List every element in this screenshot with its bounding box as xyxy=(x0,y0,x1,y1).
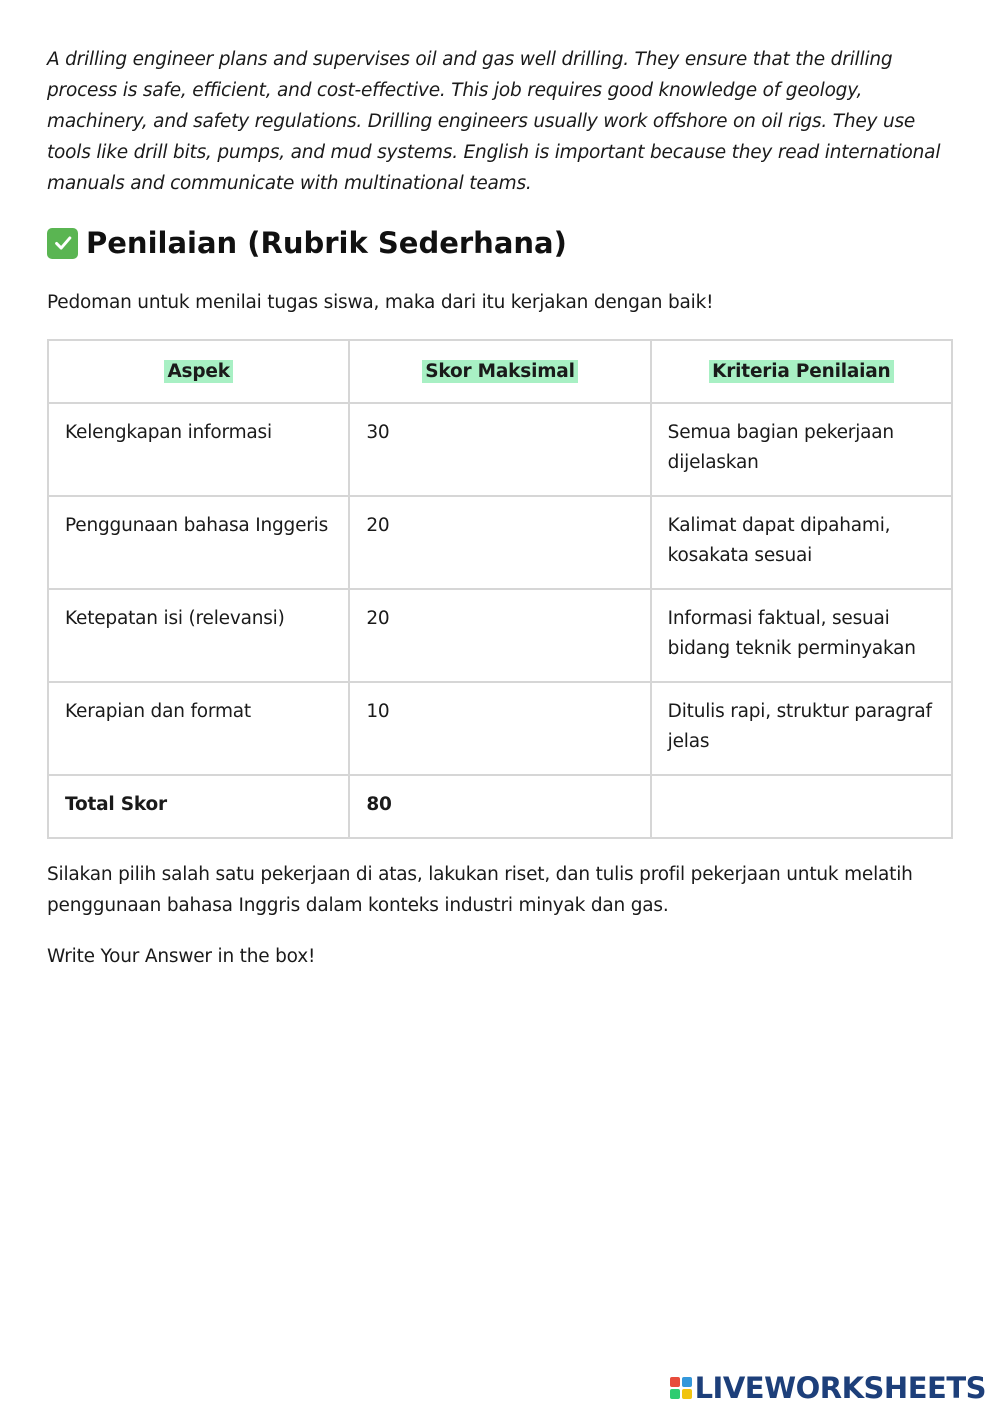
section-lead: Pedoman untuk menilai tugas siswa, maka dari itu kerjakan dengan baik! xyxy=(47,292,714,313)
logo-square xyxy=(682,1377,692,1387)
table-row xyxy=(48,403,952,496)
answer-prompt: Write Your Answer in the box! xyxy=(47,946,316,967)
worksheet-page xyxy=(47,44,953,972)
header-skor-maksimal xyxy=(349,340,650,403)
total-empty-cell xyxy=(651,775,952,838)
check-mark-icon xyxy=(47,228,78,259)
skor-cell: 10 xyxy=(349,682,650,775)
section-title: Penilaian (Rubrik Sederhana) xyxy=(86,226,567,260)
header-kriteria-penilaian xyxy=(651,340,952,403)
kriteria-cell: Informasi faktual, sesuai bidang teknik perminyakan xyxy=(651,589,952,682)
section-heading xyxy=(47,223,953,263)
header-label: Kriteria Penilaian xyxy=(709,360,893,383)
skor-cell: 20 xyxy=(349,589,650,682)
total-score-cell: 80 xyxy=(349,775,650,838)
aspek-cell: Penggunaan bahasa Inggeris xyxy=(48,496,349,589)
logo-square xyxy=(670,1377,680,1387)
liveworksheets-logo xyxy=(670,1370,986,1406)
kriteria-cell: Semua bagian pekerjaan dijelaskan xyxy=(651,403,952,496)
logo-text: LIVEWORKSHEETS xyxy=(694,1371,986,1405)
logo-square xyxy=(670,1389,680,1399)
kriteria-cell: Kalimat dapat dipahami, kosakata sesuai xyxy=(651,496,952,589)
header-label: Aspek xyxy=(164,360,232,383)
rubric-table xyxy=(47,339,953,839)
intro-paragraph: A drilling engineer plans and supervises oil and gas well drilling. They ensure that the drilling process is safe, efficient, and cost-effective. This job requires good knowledge of geology, machinery, and safety regulations. Drilling engineers usually work offshore on oil rigs. They use tools like drill bits, pumps, and mud systems. English is important because they read international manuals and communicate with multinational teams. xyxy=(47,49,941,194)
aspek-cell: Kelengkapan informasi xyxy=(48,403,349,496)
aspek-cell: Kerapian dan format xyxy=(48,682,349,775)
header-aspek xyxy=(48,340,349,403)
instruction-paragraph: Silakan pilih salah satu pekerjaan di atas, lakukan riset, dan tulis profil pekerjaan untuk melatih penggunaan bahasa Inggris dalam konteks industri minyak dan gas. xyxy=(47,864,913,916)
table-row xyxy=(48,496,952,589)
aspek-cell: Ketepatan isi (relevansi) xyxy=(48,589,349,682)
table-header-row xyxy=(48,340,952,403)
table-row xyxy=(48,589,952,682)
kriteria-cell: Ditulis rapi, struktur paragraf jelas xyxy=(651,682,952,775)
table-row xyxy=(48,682,952,775)
skor-cell: 30 xyxy=(349,403,650,496)
header-label: Skor Maksimal xyxy=(422,360,577,383)
logo-squares-icon xyxy=(670,1377,692,1399)
skor-cell: 20 xyxy=(349,496,650,589)
total-row xyxy=(48,775,952,838)
total-label-cell: Total Skor xyxy=(48,775,349,838)
logo-square xyxy=(682,1389,692,1399)
